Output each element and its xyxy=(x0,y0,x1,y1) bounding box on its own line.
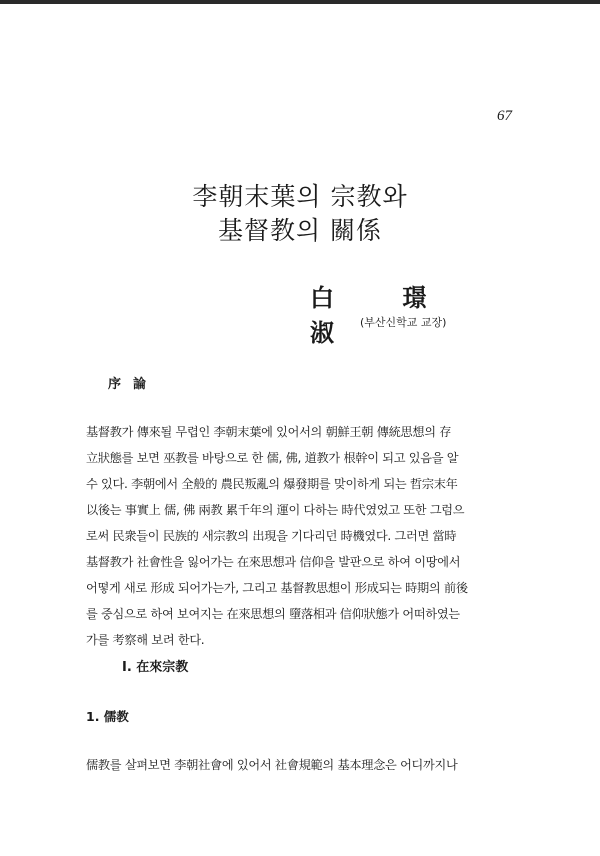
section-1-paragraph-line: 儒教를 살펴보면 李朝社會에 있어서 社會規範의 基本理念은 어디까지나 xyxy=(86,758,458,772)
intro-heading: 序論 xyxy=(108,377,159,392)
author-name: 白 璟 淑 xyxy=(310,283,457,347)
paragraph-line: 基督教가 傳來될 무렵인 李朝末葉에 있어서의 朝鮮王朝 傳統思想의 存 xyxy=(86,425,452,439)
page-number: 67 xyxy=(497,108,512,124)
paragraph-line: 수 있다. 李朝에서 全般的 農民叛亂의 爆發期를 맞이하게 되는 哲宗末年 xyxy=(86,477,458,491)
paragraph-line: 가를 考察해 보려 한다. xyxy=(86,633,205,647)
author-affiliation: (부산신학교 교장) xyxy=(360,316,447,329)
section-1-heading: Ⅰ. 在來宗教 xyxy=(122,660,189,675)
title-line-2: 基督教의 關係 xyxy=(217,216,383,245)
article-title xyxy=(0,180,600,248)
paragraph-line: 를 중심으로 하여 보여지는 在來思想의 墮落相과 信仰狀態가 어떠하였는 xyxy=(86,607,460,621)
subsection-1-heading: 1. 儒教 xyxy=(86,709,129,724)
paragraph-line: 로써 民衆들이 民族的 새宗教의 出現을 기다리던 時機였다. 그러면 當時 xyxy=(86,529,457,543)
paragraph-line: 基督教가 社會性을 잃어가는 在來思想과 信仰을 발판으로 하여 이땅에서 xyxy=(86,555,461,569)
paragraph-line: 以後는 事實上 儒, 佛 兩教 累千年의 運이 다하는 時代였었고 또한 그럼으 xyxy=(86,503,465,517)
paragraph-line: 어떻게 새로 形成 되어가는가, 그리고 基督教思想이 形成되는 時期의 前後 xyxy=(86,581,468,595)
page-top-edge xyxy=(0,0,600,4)
title-line-1: 李朝末葉의 宗教와 xyxy=(192,182,408,211)
intro-paragraph xyxy=(86,419,526,653)
paragraph-line: 立狀態를 보면 巫教를 바탕으로 한 儒, 佛, 道教가 根幹이 되고 있음을 알 xyxy=(86,451,459,465)
